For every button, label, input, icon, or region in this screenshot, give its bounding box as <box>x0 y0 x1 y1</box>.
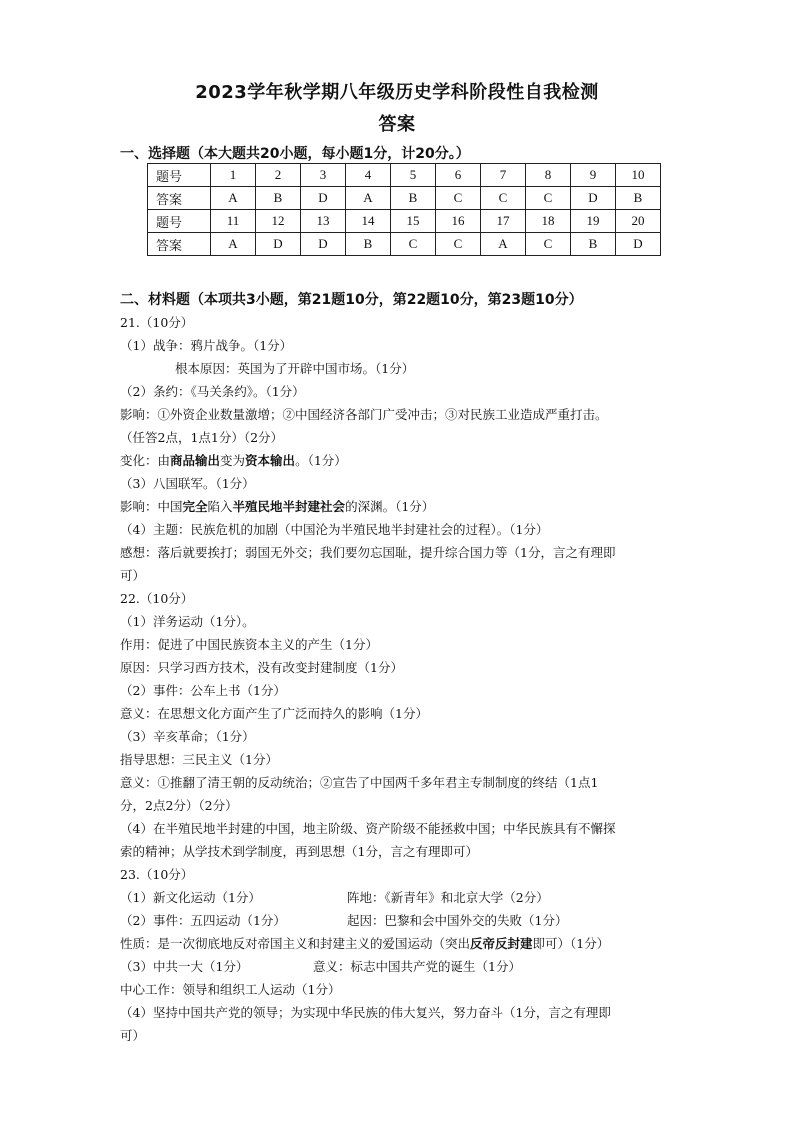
q23-line: （2）事件：五四运动（1分） <box>120 913 286 928</box>
q22-line: 作用：促进了中国民族资本主义的产生（1分） <box>120 637 378 652</box>
text-span: 影响：中国 <box>120 499 183 514</box>
text-span: 变化：由 <box>120 453 171 468</box>
table-cell: 19 <box>571 210 616 233</box>
table-cell: 3 <box>301 164 346 187</box>
q21-line: 可） <box>120 568 146 583</box>
q21-line: 影响：①外资企业数量激增；②中国经济各部门广受冲击；③对民族工业造成严重打击。 <box>120 407 608 422</box>
table-cell: C <box>481 187 526 210</box>
table-cell: 14 <box>346 210 391 233</box>
table-row <box>148 187 661 210</box>
q22-line: （3）辛亥革命；（1分） <box>120 729 255 744</box>
q21-heading: 21.（10分） <box>120 315 194 330</box>
row-label-question: 题号 <box>148 210 211 233</box>
emphasis-text: 反帝反封建 <box>470 936 533 951</box>
table-cell: 5 <box>391 164 436 187</box>
page-title: 2023学年秋学期八年级历史学科阶段性自我检测 <box>195 82 599 103</box>
text-span: 陷入 <box>207 499 233 514</box>
q21-line <box>120 499 434 515</box>
table-cell: B <box>571 233 616 256</box>
table-cell: 7 <box>481 164 526 187</box>
table-cell: C <box>436 233 481 256</box>
table-cell: D <box>301 233 346 256</box>
emphasis-text: 完全 <box>182 499 208 514</box>
q21-line: 根本原因：英国为了开辟中国市场。（1分） <box>175 361 415 376</box>
table-cell: 10 <box>616 164 661 187</box>
row-label-question: 题号 <box>148 164 211 187</box>
table-cell: D <box>256 233 301 256</box>
q23-line: （1）新文化运动（1分） <box>120 890 261 905</box>
table-cell: A <box>211 187 256 210</box>
text-span: 即可）（1分） <box>532 936 610 951</box>
table-cell: A <box>346 187 391 210</box>
emphasis-text: 半殖民地半封建社会 <box>232 499 346 514</box>
table-cell: 16 <box>436 210 481 233</box>
q23-line: 中心工作：领导和组织工人运动（1分） <box>120 982 341 997</box>
q23-line: 阵地：《新青年》和北京大学（2分） <box>347 890 549 905</box>
table-cell: 9 <box>571 164 616 187</box>
q22-line: 原因：只学习西方技术，没有改变封建制度（1分） <box>120 660 403 675</box>
page-subtitle: 答案 <box>378 114 416 135</box>
table-cell: C <box>436 187 481 210</box>
table-cell: 4 <box>346 164 391 187</box>
emphasis-text: 商品输出 <box>170 453 221 468</box>
q21-line: （1）战争：鸦片战争。（1分） <box>120 338 293 353</box>
table-cell: 1 <box>211 164 256 187</box>
table-cell: 11 <box>211 210 256 233</box>
emphasis-text: 资本输出 <box>245 453 296 468</box>
row-label-answer: 答案 <box>148 187 211 210</box>
q22-line: 指导思想：三民主义（1分） <box>120 752 278 767</box>
table-cell: 12 <box>256 210 301 233</box>
q23-line <box>120 936 609 952</box>
section-heading-material: 二、材料题（本项共3小题，第21题10分，第22题10分，第23题10分） <box>120 292 583 308</box>
q21-line: （4）主题：民族危机的加剧（中国沦为半殖民地半封建社会的过程）。（1分） <box>120 522 549 537</box>
table-cell: B <box>256 187 301 210</box>
q23-line: 意义：标志中国共产党的诞生（1分） <box>313 959 521 974</box>
q22-line: （1）洋务运动（1分）。 <box>120 614 255 629</box>
q23-line: （3）中共一大（1分） <box>120 959 249 974</box>
table-cell: D <box>616 233 661 256</box>
q23-heading: 23.（10分） <box>120 867 194 882</box>
table-cell: 2 <box>256 164 301 187</box>
table-cell: D <box>301 187 346 210</box>
table-cell: 18 <box>526 210 571 233</box>
q22-line: 意义：①推翻了清王朝的反动统治；②宣告了中国两千多年君主专制制度的终结（1点1 <box>120 775 599 790</box>
table-cell: C <box>526 187 571 210</box>
table-row <box>148 233 661 256</box>
text-span: 性质：是一次彻底地反对帝国主义和封建主义的爱国运动（突出 <box>120 936 471 951</box>
table-cell: 17 <box>481 210 526 233</box>
q21-line: 感想：落后就要挨打；弱国无外交；我们要勿忘国耻，提升综合国力等（1分，言之有理即 <box>120 545 616 560</box>
text-span: 变为 <box>220 453 246 468</box>
table-cell: B <box>391 187 436 210</box>
table-cell: 8 <box>526 164 571 187</box>
q21-line: （2）条约：《马关条约》。（1分） <box>120 384 305 399</box>
q22-line: 索的精神；从学技术到学制度，再到思想（1分，言之有理即可） <box>120 844 478 859</box>
q23-line: （4）坚持中国共产党的领导；为实现中华民族的伟大复兴，努力奋斗（1分，言之有理即 <box>120 1005 611 1020</box>
row-label-answer: 答案 <box>148 233 211 256</box>
q22-heading: 22.（10分） <box>120 591 194 606</box>
q22-line: （2）事件：公车上书（1分） <box>120 683 286 698</box>
table-cell: A <box>481 233 526 256</box>
q22-line: 分，2点2分）（2分） <box>120 798 238 813</box>
table-cell: 15 <box>391 210 436 233</box>
q21-line: （任答2点，1点1分）（2分） <box>120 430 284 445</box>
table-cell: 6 <box>436 164 481 187</box>
q21-line <box>120 453 347 469</box>
table-row <box>148 164 661 187</box>
q23-line: 可） <box>120 1028 146 1043</box>
q23-line: 起因：巴黎和会中国外交的失败（1分） <box>347 913 568 928</box>
text-span: 的深渊。（1分） <box>345 499 435 514</box>
table-cell: B <box>616 187 661 210</box>
table-cell: D <box>571 187 616 210</box>
table-cell: 20 <box>616 210 661 233</box>
table-cell: 13 <box>301 210 346 233</box>
table-cell: B <box>346 233 391 256</box>
text-span: 。（1分） <box>295 453 347 468</box>
q22-line: 意义：在思想文化方面产生了广泛而持久的影响（1分） <box>120 706 428 721</box>
q22-line: （4）在半殖民地半封建的中国，地主阶级、资产阶级不能拯救中国；中华民族具有不懈探 <box>120 821 616 836</box>
table-cell: A <box>211 233 256 256</box>
q21-line: （3）八国联军。（1分） <box>120 476 255 491</box>
section-heading-choice: 一、选择题（本大题共20小题，每小题1分，计20分。） <box>120 146 470 162</box>
table-row <box>148 210 661 233</box>
answer-table <box>147 163 661 256</box>
table-cell: C <box>526 233 571 256</box>
table-cell: C <box>391 233 436 256</box>
